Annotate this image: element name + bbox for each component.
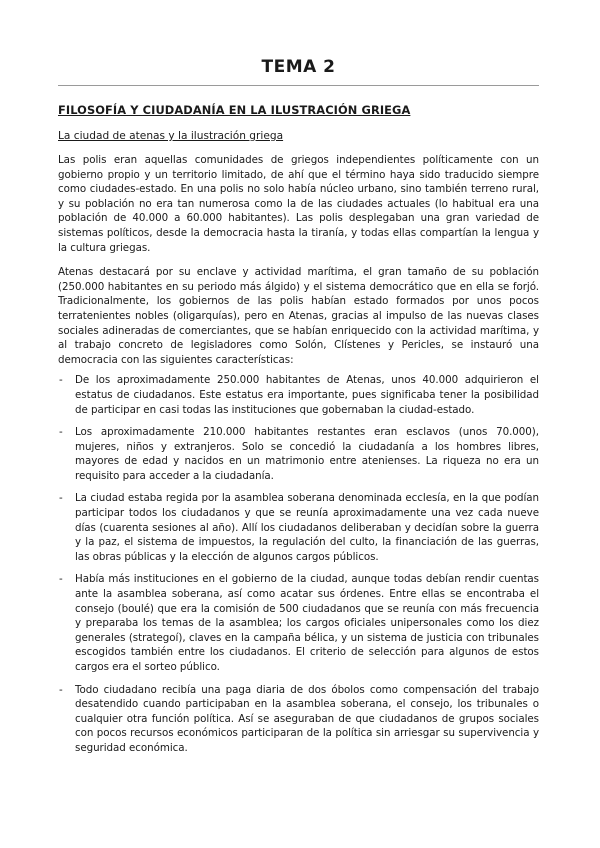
title-divider — [58, 85, 539, 86]
list-item-text: La ciudad estaba regida por la asamblea soberana denominada ecclesía, en la que podían participar todos los ciudadanos y que se reunía aproximadamente una vez cada nueve días (cuarenta sesiones al año). Allí los ciudadanos deliberaban y decidían sobre la guerra y la paz, el sistema de impuestos, la regulación del culto, la financiación de las guerras, las obras públicas y la elección de algunos cargos públicos. — [75, 492, 539, 563]
bullet-marker: - — [59, 683, 63, 696]
list-item — [58, 425, 539, 483]
section-heading: FILOSOFÍA Y CIUDADANÍA EN LA ILUSTRACIÓN GRIEGA — [58, 103, 411, 117]
page-title: TEMA 2 — [261, 57, 336, 77]
list-item-text: De los aproximadamente 250.000 habitantes de Atenas, unos 40.000 adquirieron el estatus de ciudadanos. Este estatus era importante, pues significaba tener la posibilidad de participar en casi todas las instituciones que gobernaban la ciudad-estado. — [75, 374, 539, 416]
bullet-marker: - — [59, 374, 63, 387]
list-item — [58, 683, 539, 756]
list-item — [58, 491, 539, 564]
paragraph-atenas: Atenas destacará por su enclave y actividad marítima, el gran tamaño de su población (250.000 habitantes en su periodo más álgido) y el sistema democrático que en ella se forjó. Tradicionalmente, los gobiernos de las polis habían estado formados por unos pocos terratenientes nobles (oligarquías), pero en Atenas, gracias al impulso de las nuevas clases sociales adineradas de comerciantes, que se habían enriquecido con la actividad marítima, y al trabajo concreto de legisladores como Solón, Clístenes y Pericles, se instauró una democracia con las siguientes características: — [58, 266, 539, 366]
bullet-marker: - — [59, 492, 63, 505]
list-item-text: Había más instituciones en el gobierno de la ciudad, aunque todas debían rendir cuentas ante la asamblea soberana, así como acatar sus órdenes. Entre ellas se encontraba el consejo (boulé) que era la comisión de 500 ciudadanos que se reunía con más frecuencia y preparaba los temas de la asamblea; los cargos oficiales unipersonales como los diez generales (strategoí), claves en la campaña bélica, y un sistema de justicia con tribunales escogidos también entre los ciudadanos. El criterio de selección para algunos de estos cargos era el sorteo público. — [75, 573, 539, 673]
list-item — [58, 373, 539, 417]
bullet-marker: - — [59, 573, 63, 586]
list-item-text: Todo ciudadano recibía una paga diaria de dos óbolos como compensación del trabajo desatendido cuando participaban en la asamblea soberana, el consejo, los tribunales o cualquier otra función política. Así se aseguraban de que ciudadanos de grupos sociales con pocos recursos económicos participaran de la política sin arriesgar su supervivencia y seguridad económica. — [75, 683, 539, 754]
subsection-heading: La ciudad de atenas y la ilustración griega — [58, 130, 284, 142]
characteristics-list — [58, 373, 539, 755]
bullet-marker: - — [59, 426, 63, 439]
list-item-text: Los aproximadamente 210.000 habitantes restantes eran esclavos (unos 70.000), mujeres, niños y extranjeros. Solo se concedió la ciudadanía a los hombres libres, mayores de edad y nacidos en un matrimonio entre atenienses. La riqueza no era un requisito para acceder a la ciudadanía. — [75, 426, 539, 482]
paragraph-polis: Las polis eran aquellas comunidades de griegos independientes políticamente con un gobierno propio y un territorio limitado, de ahí que el término haya sido traducido siempre como ciudades-estado. En una polis no solo había núcleo urbano, sino también terreno rural, y su población no era tan numerosa como la de las ciudades actuales (lo habitual era una población de 40.000 a 60.000 habitantes). Las polis desplegaban una gran variedad de sistemas políticos, desde la democracia hasta la tiranía, y todas ellas compartían la lengua y la cultura griegas. — [58, 154, 539, 254]
list-item — [58, 572, 539, 674]
